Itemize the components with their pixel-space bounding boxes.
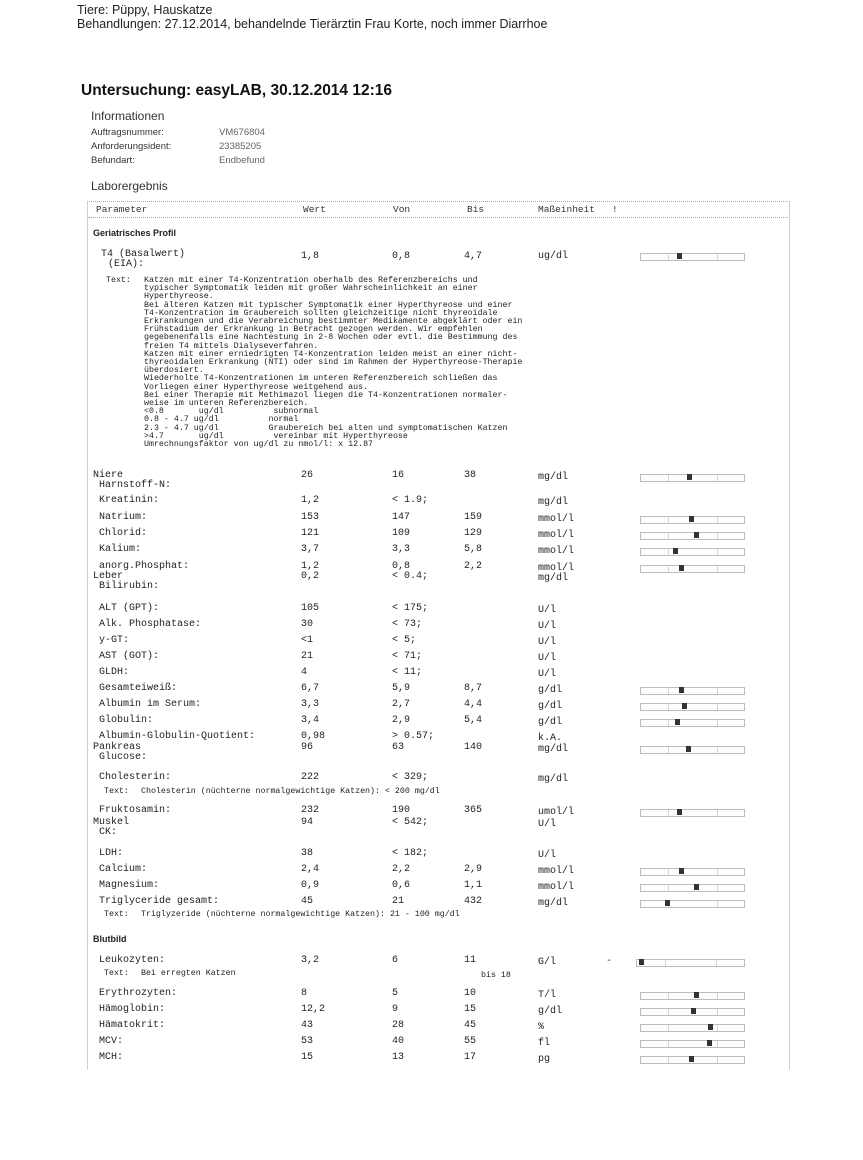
row-einheit: mmol/l [538, 530, 575, 541]
row-bis: 140 [464, 742, 483, 753]
t4-einheit: ug/dl [538, 251, 569, 262]
info-value-anforderungsident: 23385205 [219, 141, 262, 152]
row-einheit: mmol/l [538, 546, 575, 557]
row-von: < 175; [392, 603, 429, 614]
row-name: anorg.Phosphat: [99, 561, 190, 572]
row-von: < 11; [392, 667, 423, 678]
group-blutbild: Blutbild [93, 934, 127, 944]
row-einheit: U/l [538, 653, 557, 664]
row-wert: <1 [301, 635, 314, 646]
row-name: Calcium: [99, 864, 148, 875]
row-name: Leukozyten: [99, 955, 166, 966]
row-wert: 38 [301, 848, 314, 859]
row-bis: 8,7 [464, 683, 483, 694]
row-von: 40 [392, 1036, 405, 1047]
row-von: 5 [392, 988, 399, 999]
row-wert: 232 [301, 805, 320, 816]
row-wert: 15 [301, 1052, 314, 1063]
t4-bis: 4,7 [464, 251, 483, 262]
col-header-wert: Wert [303, 204, 326, 215]
row-wert: 3,7 [301, 544, 320, 555]
row-wert: 94 [301, 817, 314, 828]
col-header-bis: Bis [467, 204, 485, 215]
row-wert: 53 [301, 1036, 314, 1047]
row-name: Alk. Phosphatase: [99, 619, 202, 630]
info-value-befundart: Endbefund [219, 155, 265, 166]
row-wert: 153 [301, 512, 320, 523]
row-text-label: Text: [104, 910, 129, 919]
row-name: MCV: [99, 1036, 124, 1047]
row-wert: 12,2 [301, 1004, 326, 1015]
col-header-einheit: Maßeinheit [538, 204, 596, 215]
t4-von: 0,8 [392, 251, 411, 262]
group-geriatrisches-profil: Geriatrisches Profil [93, 228, 177, 238]
row-einheit: U/l [538, 669, 557, 680]
row-name: MCH: [99, 1052, 124, 1063]
col-header-flag: ! [612, 204, 618, 215]
row-name: Globulin: [99, 715, 154, 726]
row-range-marker [675, 719, 680, 725]
row-von: < 73; [392, 619, 423, 630]
row-von: 9 [392, 1004, 399, 1015]
header-treatment: Behandlungen: 27.12.2014, behandelnde Tierärztin Frau Korte, noch immer Diarrhoe [77, 17, 548, 31]
row-einheit: g/dl [538, 717, 563, 728]
row-wert: 3,4 [301, 715, 320, 726]
row-range-bar [640, 900, 745, 908]
row-range-marker [708, 1024, 713, 1030]
t4-text-label: Text: [106, 276, 131, 285]
range-normal-zone [668, 475, 718, 481]
row-name: Magnesium: [99, 880, 160, 891]
row-range-bar [640, 746, 745, 754]
row-name: ALT (GPT): [99, 603, 160, 614]
info-label-anforderungsident: Anforderungsident: [91, 141, 172, 152]
row-range-bar [640, 1024, 745, 1032]
row-name: Chlorid: [99, 528, 148, 539]
row-wert: 1,2 [301, 495, 320, 506]
row-wert: 0,9 [301, 880, 320, 891]
row-range-bar [640, 884, 745, 892]
range-normal-zone [665, 960, 717, 966]
row-range-marker [686, 746, 691, 752]
row-name: Kreatinin: [99, 495, 160, 506]
row-einheit: T/l [538, 990, 557, 1001]
range-normal-zone [668, 993, 718, 999]
row-bis: 159 [464, 512, 483, 523]
row-flag: - [606, 956, 613, 967]
group-label: Muskel [93, 817, 130, 828]
row-einheit: G/l [538, 957, 557, 968]
row-von: 5,9 [392, 683, 411, 694]
row-bis: 38 [464, 470, 477, 481]
row-range-bar [640, 809, 745, 817]
row-bis: 2,2 [464, 561, 483, 572]
row-name: CK: [99, 827, 118, 838]
t4-name: T4 (Basalwert) [101, 249, 186, 260]
row-name: Kalium: [99, 544, 142, 555]
row-name: Hämatokrit: [99, 1020, 166, 1031]
range-normal-zone [668, 869, 718, 875]
col-header-parameter: Parameter [96, 204, 148, 215]
t4-wert: 1,8 [301, 251, 320, 262]
row-einheit: pg [538, 1054, 551, 1065]
row-bis: 5,4 [464, 715, 483, 726]
row-wert: 3,3 [301, 699, 320, 710]
row-range-bar [640, 868, 745, 876]
row-range-marker [691, 1008, 696, 1014]
row-einheit: mmol/l [538, 563, 575, 574]
row-von: 6 [392, 955, 399, 966]
row-range-marker [682, 703, 687, 709]
header-divider [88, 217, 788, 218]
row-einheit: U/l [538, 605, 557, 616]
row-einheit: k.A. [538, 733, 563, 744]
row-bis: 365 [464, 805, 483, 816]
row-wert: 105 [301, 603, 320, 614]
row-einheit: fl [538, 1038, 551, 1049]
row-bis: 1,1 [464, 880, 483, 891]
row-name: LDH: [99, 848, 124, 859]
row-wert: 222 [301, 772, 320, 783]
col-header-von: Von [393, 204, 411, 215]
row-name: Fruktosamin: [99, 805, 172, 816]
row-range-bar [640, 703, 745, 711]
row-wert: 0,98 [301, 731, 326, 742]
row-einheit: umol/l [538, 807, 575, 818]
row-bis: 11 [464, 955, 477, 966]
header-animal: Tiere: Püppy, Hauskatze [77, 3, 213, 17]
row-von: 13 [392, 1052, 405, 1063]
row-text-body: Triglyzeride (nüchterne normalgewichtige Katzen): 21 - 100 mg/dl [141, 910, 460, 919]
row-range-marker [639, 959, 644, 965]
row-range-marker [679, 687, 684, 693]
row-name: Albumin im Serum: [99, 699, 202, 710]
row-name: Triglyceride gesamt: [99, 896, 220, 907]
row-range-bar [640, 687, 745, 695]
row-von: < 0.4; [392, 571, 429, 582]
row-einheit: % [538, 1022, 545, 1033]
row-von: 3,3 [392, 544, 411, 555]
row-name: Natrium: [99, 512, 148, 523]
row-name: y-GT: [99, 635, 130, 646]
range-normal-zone [668, 688, 718, 694]
row-range-bar [640, 1008, 745, 1016]
row-range-bar [640, 516, 745, 524]
row-wert: 2,4 [301, 864, 320, 875]
row-text-label: Text: [104, 787, 129, 796]
row-von: < 71; [392, 651, 423, 662]
row-name: GLDH: [99, 667, 130, 678]
row-wert: 4 [301, 667, 308, 678]
range-normal-zone [668, 704, 718, 710]
row-text-body: Bei erregten Katzen [141, 969, 236, 978]
row-range-bar [640, 992, 745, 1000]
row-einheit: mg/dl [538, 774, 569, 785]
row-von: < 182; [392, 848, 429, 859]
range-normal-zone [668, 901, 718, 907]
range-normal-zone [668, 566, 718, 572]
row-einheit: mmol/l [538, 882, 575, 893]
group-label: Leber [93, 571, 124, 582]
row-wert: 1,2 [301, 561, 320, 572]
row-wert: 26 [301, 470, 314, 481]
t4-range-marker [677, 253, 682, 259]
row-von: 0,6 [392, 880, 411, 891]
row-range-bar [640, 1040, 745, 1048]
row-einheit: U/l [538, 819, 557, 830]
row-name: Bilirubin: [99, 581, 160, 592]
row-wert: 45 [301, 896, 314, 907]
row-von: < 5; [392, 635, 417, 646]
row-range-bar [640, 532, 745, 540]
row-wert: 96 [301, 742, 314, 753]
range-normal-zone [668, 747, 718, 753]
row-text-label: Text: [104, 969, 129, 978]
row-range-marker [707, 1040, 712, 1046]
row-von: 190 [392, 805, 411, 816]
row-range-marker [689, 1056, 694, 1062]
row-name: Erythrozyten: [99, 988, 178, 999]
row-text-body: Cholesterin (nüchterne normalgewichtige Katzen): < 200 mg/dl [141, 787, 440, 796]
row-wert: 21 [301, 651, 314, 662]
row-range-marker [689, 516, 694, 522]
row-name: Harnstoff-N: [99, 480, 172, 491]
row-range-marker [673, 548, 678, 554]
row-einheit: mg/dl [538, 497, 569, 508]
row-range-marker [679, 565, 684, 571]
row-wert: 8 [301, 988, 308, 999]
row-einheit: mg/dl [538, 573, 569, 584]
row-einheit: g/dl [538, 685, 563, 696]
row-wert: 121 [301, 528, 320, 539]
row-einheit: mg/dl [538, 744, 569, 755]
range-normal-zone [668, 533, 718, 539]
group-label: Pankreas [93, 742, 142, 753]
row-bis: 55 [464, 1036, 477, 1047]
row-wert: 0,2 [301, 571, 320, 582]
t4-name-suffix: (EIA): [108, 259, 145, 270]
row-von: 147 [392, 512, 411, 523]
row-text-extra: bis 18 [481, 971, 511, 980]
t4-range-bar [640, 253, 745, 261]
row-range-bar [640, 1056, 745, 1064]
row-range-marker [694, 992, 699, 998]
row-von: 21 [392, 896, 405, 907]
t4-text-body: Katzen mit einer T4-Konzentration oberhalb des Referenzbereichs und typischer Symptomatik leiden mit großer Wahrscheinlichkeit an einer Hyperthyreose. Bei älteren Katzen mit typischer Symptomatik einer Hyperthyreose und einer T4-Konzentration im Graubereich sollten gleichzeitige nicht thyreoidale Erkrankungen und die Verabreichung bestimmter Medikamente abgeklärt oder ein Frühstadium der Erkrankung in Betracht gezogen werden. Wir empfehlen gegebenenfalls eine Nachtestung in 2-8 Wochen oder evtl. die Bestimmung des freien T4 mittels Dialyseverfahren. Katzen mit einer erniedrigten T4-Konzentration leiden meist an einer nicht- thyreoidalen Erkrankung (NTI) oder sind im Rahmen der Hyperthyreose-Therapie überdosiert. Wiederholte T4-Konzentrationen im unteren Referenzbereich schließen das Vorliegen einer Hyperthyreose weitgehend aus. Bei einer Therapie mit Methimazol liegen die T4-Konzentrationen normaler- weise im unteren Referenzbereich. <0.8 ug/dl subnormal 0.8 - 4.7 ug/dl normal 2.3 - 4.7 ug/dl Graubereich bei alten und symptomatischen Katzen >4.7 ug/dl vereinbar mit Hyperthyreose Umrechnungsfaktor von ug/dl zu nmol/l: x 12.87 [144, 276, 523, 450]
range-normal-zone [668, 885, 718, 891]
row-einheit: g/dl [538, 701, 563, 712]
row-range-marker [694, 532, 699, 538]
info-value-auftragsnummer: VM676804 [219, 127, 265, 138]
row-bis: 10 [464, 988, 477, 999]
row-wert: 3,2 [301, 955, 320, 966]
row-einheit: mg/dl [538, 472, 569, 483]
row-wert: 43 [301, 1020, 314, 1031]
row-von: 109 [392, 528, 411, 539]
row-einheit: U/l [538, 621, 557, 632]
row-einheit: mmol/l [538, 866, 575, 877]
row-wert: 6,7 [301, 683, 320, 694]
row-bis: 15 [464, 1004, 477, 1015]
row-range-marker [677, 809, 682, 815]
row-von: 0,8 [392, 561, 411, 572]
row-bis: 2,9 [464, 864, 483, 875]
row-name: Gesamteiweiß: [99, 683, 178, 694]
row-bis: 129 [464, 528, 483, 539]
row-einheit: mg/dl [538, 898, 569, 909]
row-name: Albumin-Globulin-Quotient: [99, 731, 256, 742]
range-normal-zone [668, 810, 718, 816]
info-label-befundart: Befundart: [91, 155, 135, 166]
row-von: < 329; [392, 772, 429, 783]
row-name: Glucose: [99, 752, 148, 763]
row-range-bar [636, 959, 745, 967]
row-wert: 30 [301, 619, 314, 630]
row-von: 2,2 [392, 864, 411, 875]
row-range-marker [679, 868, 684, 874]
row-range-bar [640, 548, 745, 556]
row-range-marker [687, 474, 692, 480]
row-bis: 17 [464, 1052, 477, 1063]
row-von: 16 [392, 470, 405, 481]
page-title: Untersuchung: easyLAB, 30.12.2014 12:16 [81, 82, 392, 99]
row-von: 28 [392, 1020, 405, 1031]
row-name: Cholesterin: [99, 772, 172, 783]
row-bis: 4,4 [464, 699, 483, 710]
row-von: 2,7 [392, 699, 411, 710]
row-von: < 1.9; [392, 495, 429, 506]
row-range-bar [640, 474, 745, 482]
row-name: Hämoglobin: [99, 1004, 166, 1015]
row-name: AST (GOT): [99, 651, 160, 662]
group-label: Niere [93, 470, 124, 481]
row-von: < 542; [392, 817, 429, 828]
row-von: > 0.57; [392, 731, 435, 742]
info-label-auftragsnummer: Auftragsnummer: [91, 127, 164, 138]
row-einheit: g/dl [538, 1006, 563, 1017]
row-bis: 45 [464, 1020, 477, 1031]
row-einheit: mmol/l [538, 514, 575, 525]
row-einheit: U/l [538, 850, 557, 861]
row-bis: 432 [464, 896, 483, 907]
row-von: 63 [392, 742, 405, 753]
row-range-marker [665, 900, 670, 906]
row-range-bar [640, 565, 745, 573]
row-range-marker [694, 884, 699, 890]
row-von: 2,9 [392, 715, 411, 726]
row-bis: 5,8 [464, 544, 483, 555]
row-range-bar [640, 719, 745, 727]
labor-heading: Laborergebnis [91, 179, 168, 193]
row-einheit: U/l [538, 637, 557, 648]
info-heading: Informationen [91, 109, 165, 123]
